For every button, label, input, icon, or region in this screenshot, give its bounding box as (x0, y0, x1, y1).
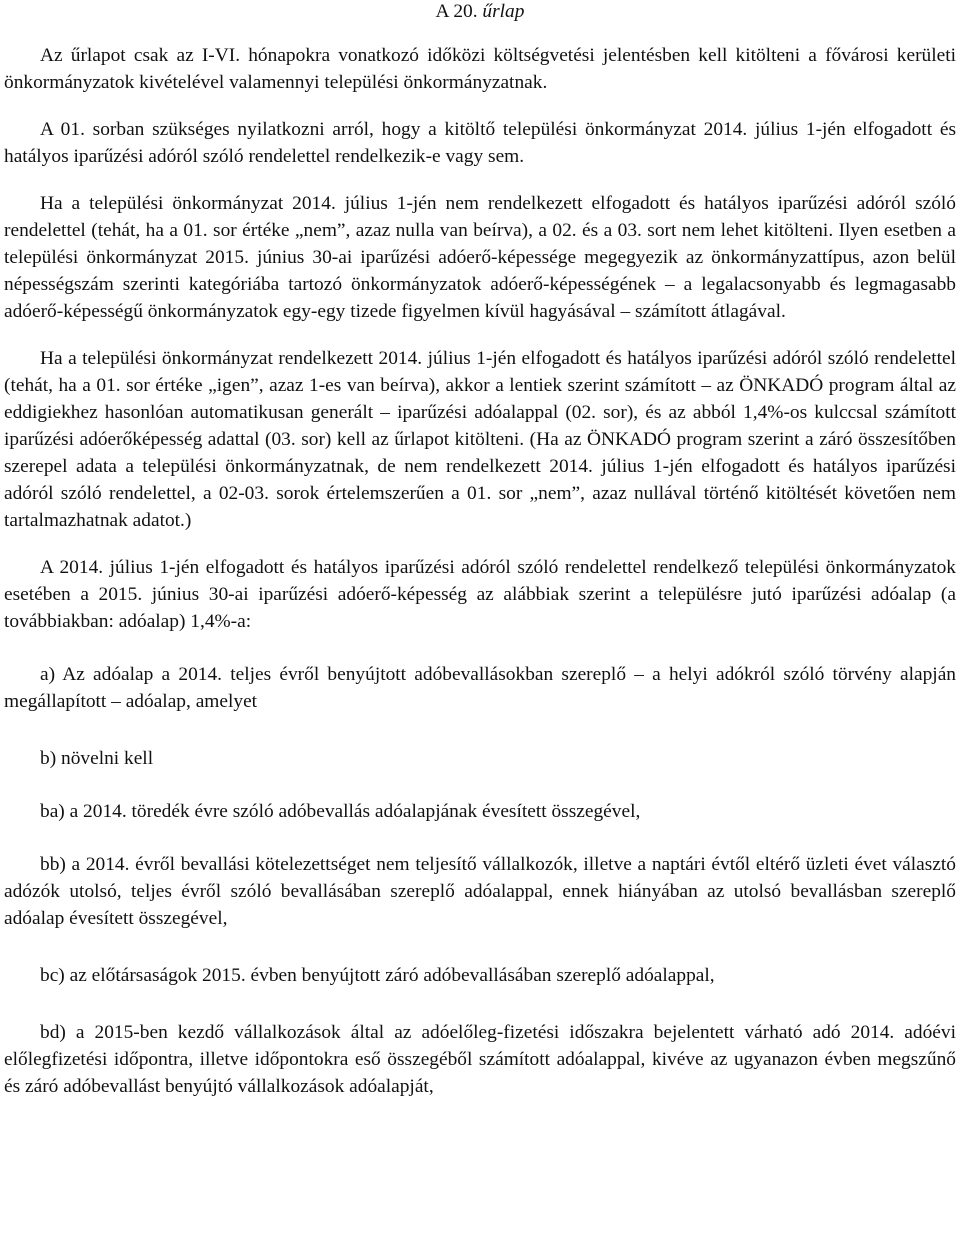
paragraph-tax-capacity: A 2014. július 1-jén elfogadott és hatályos iparűzési adóról szóló rendelettel rendelkező települési önkormányzatok esetében a 2015. június 30-ai iparűzési adóerő-képesség az alábbiak szerint a településre jutó iparűzési adóalap (a továbbiakban: adóalap) 1,4%-a: (4, 557, 956, 632)
paragraph-item-a: a) Az adóalap a 2014. teljes évről benyújtott adóbevallásokban szereplő – a helyi adókról szóló törvény alapján megállapított – adóalap, amelyet (4, 664, 956, 712)
paragraph-row-01: A 01. sorban szükséges nyilatkozni arról, hogy a kitöltő települési önkormányzat 2014. július 1-jén elfogadott és hatályos iparűzési adóról szóló rendelettel rendelkezik-e vagy sem. (4, 119, 956, 167)
paragraph-item-b: b) növelni kell (40, 748, 154, 769)
document-page (4, 0, 956, 1100)
paragraph-item-ba: ba) a 2014. töredék évre szóló adóbevallás adóalapjának évesített összegével, (40, 801, 641, 822)
paragraph-scope: Az űrlapot csak az I-VI. hónapokra vonatkozó időközi költségvetési jelentésben kell kitölteni a fővárosi kerületi önkormányzatok kivételével valamennyi települési önkormányzatnak. (4, 45, 956, 93)
paragraph-item-bb: bb) a 2014. évről bevallási kötelezettséget nem teljesítő vállalkozók, illetve a naptári évtől eltérő üzleti évet választó adózók utolsó, teljes évről szóló bevallásában szereplő adóalappal, ennek hiányában az utolsó bevallásban szereplő adóalap évesített összegével, (4, 854, 956, 929)
form-title-number: A 20. (435, 1, 483, 22)
paragraph-item-bc: bc) az előtársaságok 2015. évben benyújtott záró adóbevallásában szereplő adóalappal, (40, 965, 715, 986)
form-title-word: űrlap (482, 1, 525, 22)
paragraph-item-bd: bd) a 2015-ben kezdő vállalkozások által az adóelőleg-fizetési időszakra bejelentett várható adó 2014. adóévi előlegfizetési időpontra, illetve időpontokra eső összegéből számított adóalappal, kivéve az ugyanazon évben megszűnő és záró adóbevallást benyújtó vállalkozások adóalapját, (4, 1022, 956, 1097)
paragraph-with-regulation: Ha a települési önkormányzat rendelkezett 2014. július 1-jén elfogadott és hatályos iparűzési adóról szóló rendelettel (tehát, ha a 01. sor értéke „igen”, azaz 1-es van beírva), akkor a lentiek szerint számított – az ÖNKADÓ program által az eddigiekhez hasonlóan automatikusan generált – iparűzési adóalappal (02. sor), és az abból 1,4%-os kulccsal számított iparűzési adóerőképesség adattal (03. sor) kell az űrlapot kitölteni. (Ha az ÖNKADÓ program szerint a záró összesítőben szerepel adata a települési önkormányzatnak, de nem rendelkezett 2014. július 1-jén elfogadott és hatályos iparűzési adóról szóló rendelettel, a 02-03. sorok értelemszerűen a 01. sor „nem”, azaz nullával történő kitöltését követően nem tartalmazhatnak adatot.) (4, 348, 956, 531)
paragraph-no-regulation: Ha a települési önkormányzat 2014. július 1-jén nem rendelkezett elfogadott és hatályos iparűzési adóról szóló rendelettel (tehát, ha a 01. sor értéke „nem”, azaz nulla van beírva), a 02. és a 03. sort nem lehet kitölteni. Ilyen esetben a települési önkormányzat 2015. június 30-ai iparűzési adóerő-képessége megegyezik az önkormányzattípus, azon belül népességszám szerinti kategóriába tartozó önkormányzatok adóerő-képességének – a legalacsonyabb és legmagasabb adóerő-képességű önkormányzatok egy-egy tizede figyelmen kívül hagyásával – számított átlagával. (4, 193, 956, 322)
form-title (4, 0, 956, 24)
